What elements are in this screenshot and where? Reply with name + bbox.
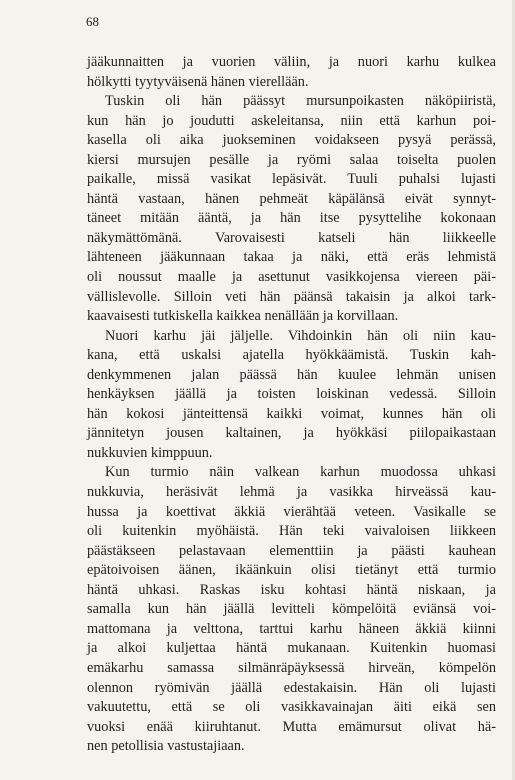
- text-line: epätoivoisen äänen, ikäänkuin olisi tietänyt että turmio: [87, 562, 496, 579]
- text-line: hän kokosi jänteittensä kaikki voimat, kunnes hän oli: [87, 405, 496, 422]
- text-line: jääkunnaitten ja vuorien väliin, ja nuori karhu kulkea: [87, 54, 496, 70]
- text-line: paikalle, missä vasikat lepäsivät. Tuuli puhalsi lujasti: [87, 171, 496, 188]
- text-line: Tuskin oli hän päässyt mursunpoikasten näköpiiristä,: [105, 93, 496, 110]
- text-line: emäkarhu samassa silmänräpäyksessä hirveän, kömpelön: [87, 659, 496, 676]
- text-line: samalla kun hän jäällä levitteli kömpelöitä eviänsä voi-: [87, 601, 496, 618]
- text-line: ja alkoi kuljettaa häntä mukanaan. Kuitenkin huomasi: [87, 640, 496, 657]
- text-line: nen petollisia vastustajiaan.: [87, 738, 245, 755]
- text-line: näkymättömänä. Varovaisesti katseli hän liikkeelle: [87, 229, 496, 246]
- text-line: kana, että uskalsi ajatella hyökkäämistä. Tuskin kah-: [87, 347, 496, 364]
- page-number: 68: [86, 14, 99, 29]
- text-line: vällislevolle. Silloin veti hän päänsä takaisin ja alkoi tark-: [87, 288, 496, 305]
- text-line: lähteneen jääkunnaan takaa ja näki, että eräs lehmistä: [87, 249, 496, 266]
- text-line: denkymmenen jalan päässä hän kuulee lehmän unisen: [87, 366, 496, 383]
- text-line: kun hän jo joudutti askeleitansa, niin että karhun poi-: [87, 112, 496, 129]
- text-line: Nuori karhu jäi jäljelle. Vihdoinkin hän oli niin kau-: [105, 327, 496, 344]
- text-line: henkäyksen jäällä ja toisten loiskinan vedessä. Silloin: [87, 386, 496, 403]
- text-line: hölkytti tyytyväisenä hänen vierellään.: [87, 73, 309, 90]
- text-line: Kun turmio näin valkean karhun muodossa uhkasi: [105, 464, 496, 481]
- text-line: häntä uhkasi. Raskas isku kohtasi häntä niskaan, ja: [87, 581, 496, 598]
- text-line: häntä vastaan, hänen pehmeät käpälänsä eivät synnyt-: [87, 190, 496, 207]
- text-line: oli noussut maalle ja asettunut vasikkojensa viereen päi-: [87, 269, 496, 286]
- text-line: nukkuvia, heräsivät lehmä ja vasikka hirveässä kau-: [87, 484, 496, 501]
- text-line: hussa ja koettivat äkkiä vierähtää veteen. Vasikalle se: [87, 503, 496, 520]
- text-line: päästäkseen pelastavaan elementtiin ja päästi kauhean: [87, 542, 496, 559]
- text-line: jännitetyn jousen kaltainen, ja hyökkäsi piilopaikastaan: [87, 425, 496, 442]
- text-line: oli kuitenkin myöhäistä. Hän teki vaivaloisen liikkeen: [87, 523, 496, 540]
- text-line: vuoksi enää kiiruhtanut. Mutta emämursut olivat hä-: [87, 718, 496, 735]
- text-line: kaavaisesti tutkiskella kaikkea nenällään ja korvillaan.: [87, 308, 399, 325]
- text-line: mattomana ja velttona, tarttui karhu häneen äkkiä kiinni: [87, 620, 496, 637]
- text-line: kasella oli aika juokseminen voidakseen pysyä perässä,: [87, 132, 496, 149]
- text-line: olennon ryömivän jäällä edestakaisin. Hän oli lujasti: [87, 679, 496, 696]
- text-line: täneet mitään ääntä, ja hän itse pysyttelihe kokonaan: [87, 210, 496, 227]
- body-text: [87, 53, 496, 757]
- text-line: kiersi mursujen pesälle ja ryömi salaa toiselta puolen: [87, 151, 496, 168]
- text-line: nukkuvien kimppuun.: [87, 444, 213, 461]
- text-line: vakuutettu, että se oli vasikkavainajan äiti eikä sen: [87, 699, 496, 716]
